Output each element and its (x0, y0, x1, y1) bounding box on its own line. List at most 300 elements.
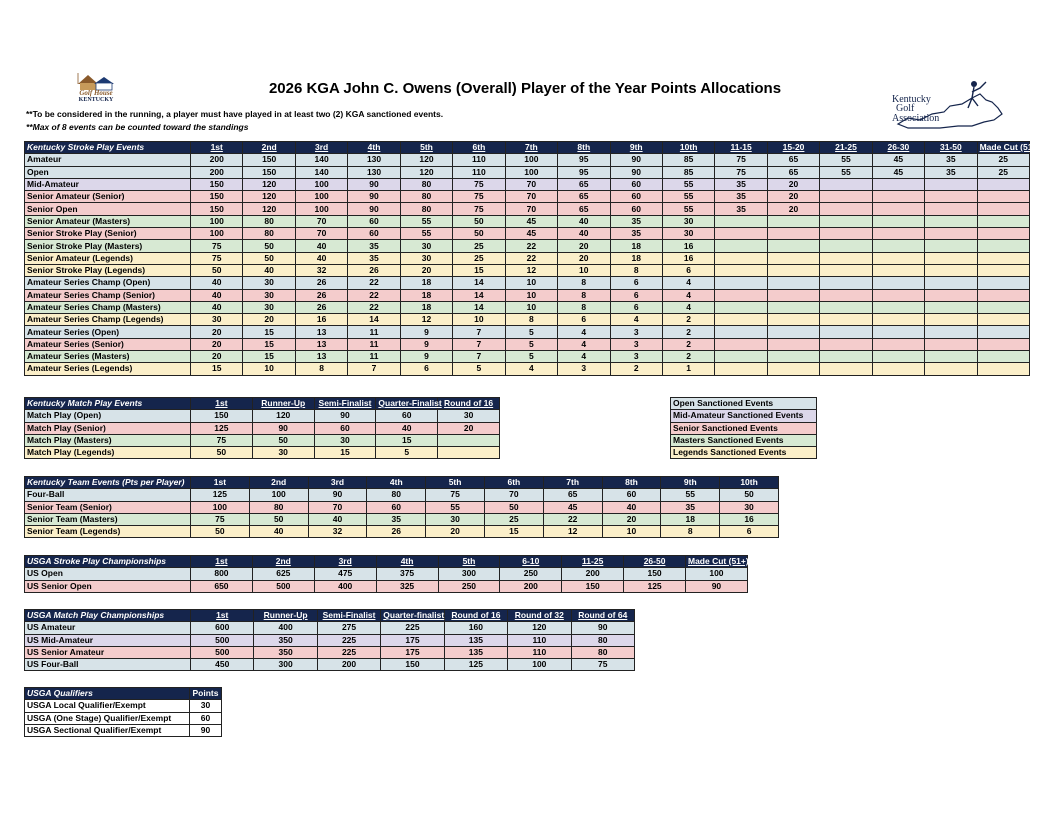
column-header: 26-30 (872, 142, 924, 154)
row-label: Senior Team (Legends) (25, 526, 191, 538)
points-cell: 15 (314, 447, 376, 459)
usga-stroke-play-table (24, 555, 748, 593)
points-cell (715, 301, 767, 313)
points-cell (715, 326, 767, 338)
column-header: 4th (376, 556, 438, 568)
points-cell: 90 (348, 203, 400, 215)
points-cell: 9 (400, 326, 452, 338)
points-cell (820, 289, 872, 301)
points-cell: 40 (558, 215, 610, 227)
points-cell (977, 215, 1029, 227)
points-cell: 90 (610, 166, 662, 178)
points-cell: 150 (562, 580, 624, 592)
points-cell: 30 (400, 240, 452, 252)
points-cell: 40 (295, 252, 347, 264)
column-header: 2nd (249, 477, 308, 489)
points-cell (715, 252, 767, 264)
points-cell: 50 (453, 228, 505, 240)
points-cell: 4 (662, 289, 714, 301)
table-title: Kentucky Match Play Events (25, 398, 191, 410)
points-cell: 12 (400, 314, 452, 326)
points-cell: 18 (400, 301, 452, 313)
points-cell (925, 338, 977, 350)
note-max-events: **Max of 8 events can be counted toward the standings (26, 122, 249, 132)
table-row (25, 178, 1030, 190)
points-cell: 6 (558, 314, 610, 326)
points-cell: 55 (820, 166, 872, 178)
points-cell: 32 (308, 526, 367, 538)
points-cell: 80 (249, 501, 308, 513)
points-cell: 125 (191, 422, 253, 434)
table-row (25, 264, 1030, 276)
row-label: Amateur Series (Masters) (25, 351, 191, 363)
points-cell: 40 (243, 264, 295, 276)
points-cell: 150 (381, 659, 444, 671)
points-cell: 40 (249, 526, 308, 538)
points-cell: 8 (558, 301, 610, 313)
column-header: Runner-Up (252, 398, 314, 410)
points-cell (715, 338, 767, 350)
points-cell: 8 (295, 363, 347, 375)
points-cell (925, 191, 977, 203)
points-cell: 16 (295, 314, 347, 326)
points-cell (872, 203, 924, 215)
points-cell: 200 (562, 568, 624, 580)
points-cell (977, 228, 1029, 240)
points-cell: 25 (977, 154, 1029, 166)
points-cell: 20 (558, 240, 610, 252)
header-row (25, 142, 1030, 154)
row-label: Mid-Amateur (25, 178, 191, 190)
table-row (25, 513, 779, 525)
points-cell (767, 338, 819, 350)
points-cell: 9 (400, 338, 452, 350)
table-row (25, 277, 1030, 289)
logo-right-line1: Kentucky (892, 94, 931, 105)
row-label: Senior Stroke Play (Masters) (25, 240, 191, 252)
table-row (25, 489, 779, 501)
points-cell: 135 (444, 646, 507, 658)
points-cell: 20 (767, 203, 819, 215)
points-cell: 250 (438, 580, 500, 592)
logo-left-line2: KENTUCKY (78, 97, 114, 103)
points-cell: 30 (191, 314, 243, 326)
points-cell: 2 (662, 338, 714, 350)
table-row (25, 422, 500, 434)
points-cell (715, 215, 767, 227)
points-cell: 55 (426, 501, 485, 513)
column-header: Points (190, 688, 222, 700)
column-header: Semi-Finalist (317, 610, 380, 622)
points-cell: 90 (610, 154, 662, 166)
points-cell: 100 (686, 568, 748, 580)
points-cell: 55 (820, 154, 872, 166)
points-cell (872, 289, 924, 301)
points-cell (925, 203, 977, 215)
points-cell: 175 (381, 646, 444, 658)
points-cell (767, 326, 819, 338)
points-cell (820, 215, 872, 227)
points-cell: 80 (400, 203, 452, 215)
points-cell: 20 (191, 351, 243, 363)
row-label: Senior Team (Senior) (25, 501, 191, 513)
column-header: 4th (367, 477, 426, 489)
table-row (25, 700, 222, 712)
points-cell: 90 (571, 622, 634, 634)
row-label: Senior Amateur (Senior) (25, 191, 191, 203)
points-cell: 8 (558, 289, 610, 301)
points-cell: 16 (720, 513, 779, 525)
points-cell: 26 (295, 277, 347, 289)
points-cell: 150 (243, 154, 295, 166)
points-cell (872, 178, 924, 190)
row-label: Four-Ball (25, 489, 191, 501)
legend-row (671, 447, 817, 459)
table-row (25, 526, 779, 538)
column-header: 6-10 (500, 556, 562, 568)
points-cell: 100 (508, 659, 571, 671)
points-cell: 100 (505, 166, 557, 178)
row-label: US Senior Open (25, 580, 191, 592)
points-cell: 7 (453, 351, 505, 363)
column-header: 3rd (295, 142, 347, 154)
points-cell: 10 (453, 314, 505, 326)
points-cell: 75 (191, 240, 243, 252)
column-header: 11-25 (562, 556, 624, 568)
points-cell: 40 (295, 240, 347, 252)
row-label: Match Play (Open) (25, 410, 191, 422)
points-cell: 4 (558, 351, 610, 363)
points-cell: 75 (571, 659, 634, 671)
points-cell: 120 (400, 166, 452, 178)
points-cell (977, 338, 1029, 350)
points-cell (820, 301, 872, 313)
points-cell: 50 (243, 252, 295, 264)
row-label: Match Play (Legends) (25, 447, 191, 459)
column-header: Made Cut (51+) (686, 556, 748, 568)
points-cell: 70 (484, 489, 543, 501)
points-cell (715, 351, 767, 363)
points-cell: 90 (348, 191, 400, 203)
points-cell: 13 (295, 351, 347, 363)
table-row (25, 326, 1030, 338)
points-cell (925, 289, 977, 301)
points-cell: 35 (715, 191, 767, 203)
points-cell (438, 447, 500, 459)
points-cell: 500 (252, 580, 314, 592)
points-cell: 135 (444, 634, 507, 646)
points-cell: 25 (977, 166, 1029, 178)
column-header: 31-50 (925, 142, 977, 154)
points-cell: 50 (720, 489, 779, 501)
table-row (25, 580, 748, 592)
column-header: 2nd (243, 142, 295, 154)
points-cell: 90 (348, 178, 400, 190)
points-cell: 60 (348, 215, 400, 227)
logo-right-line3: Association (892, 113, 940, 124)
column-header: Semi-Finalist (314, 398, 376, 410)
table-row (25, 622, 635, 634)
points-cell: 200 (191, 154, 243, 166)
points-cell: 2 (662, 351, 714, 363)
points-cell: 90 (252, 422, 314, 434)
points-cell: 55 (662, 191, 714, 203)
points-cell: 14 (453, 301, 505, 313)
team-events-table (24, 476, 779, 538)
points-cell: 16 (662, 252, 714, 264)
points-cell: 20 (191, 326, 243, 338)
points-cell (872, 252, 924, 264)
points-cell: 300 (254, 659, 317, 671)
points-cell: 30 (662, 228, 714, 240)
points-cell: 50 (191, 447, 253, 459)
points-cell: 26 (295, 289, 347, 301)
points-cell: 75 (715, 154, 767, 166)
row-label: Amateur Series (Legends) (25, 363, 191, 375)
header-row (25, 477, 779, 489)
points-cell (925, 252, 977, 264)
kentucky-golf-association-logo (888, 78, 1012, 132)
points-cell: 2 (662, 314, 714, 326)
table-row (25, 154, 1030, 166)
points-cell: 10 (558, 264, 610, 276)
points-cell (977, 277, 1029, 289)
table-row (25, 659, 635, 671)
points-cell (977, 203, 1029, 215)
points-cell: 25 (453, 252, 505, 264)
table-row (25, 568, 748, 580)
points-cell: 15 (243, 326, 295, 338)
table-title: Kentucky Stroke Play Events (25, 142, 191, 154)
points-cell: 18 (661, 513, 720, 525)
points-cell: 40 (191, 277, 243, 289)
points-cell: 3 (610, 338, 662, 350)
points-cell: 5 (376, 447, 438, 459)
points-cell: 30 (662, 215, 714, 227)
points-cell: 22 (505, 252, 557, 264)
column-header: 15-20 (767, 142, 819, 154)
points-cell: 60 (602, 489, 661, 501)
points-cell: 4 (505, 363, 557, 375)
points-cell: 350 (254, 634, 317, 646)
points-cell: 175 (381, 634, 444, 646)
points-cell: 120 (243, 191, 295, 203)
points-cell (872, 240, 924, 252)
note-min-events: **To be considered in the running, a player must have played in at least two (2) KGA sanctioned events. (26, 109, 444, 119)
points-cell: 120 (243, 178, 295, 190)
points-cell: 100 (191, 228, 243, 240)
points-cell: 30 (243, 277, 295, 289)
column-header: 26-50 (624, 556, 686, 568)
points-cell: 20 (602, 513, 661, 525)
points-cell: 3 (610, 326, 662, 338)
points-cell: 40 (558, 228, 610, 240)
points-cell: 3 (610, 351, 662, 363)
points-cell: 65 (767, 154, 819, 166)
points-cell: 35 (925, 154, 977, 166)
table-row (25, 712, 222, 724)
points-cell: 475 (314, 568, 376, 580)
points-cell (820, 351, 872, 363)
points-cell: 60 (610, 178, 662, 190)
points-cell: 40 (191, 289, 243, 301)
points-cell (820, 240, 872, 252)
points-cell: 95 (558, 166, 610, 178)
points-cell: 120 (252, 410, 314, 422)
points-cell (820, 277, 872, 289)
points-cell: 400 (254, 622, 317, 634)
points-cell (925, 326, 977, 338)
points-cell (820, 191, 872, 203)
points-cell (872, 191, 924, 203)
points-cell: 5 (505, 351, 557, 363)
column-header: Made Cut (51+) (977, 142, 1029, 154)
points-cell: 65 (543, 489, 602, 501)
column-header: Quarter-Finalist (376, 398, 438, 410)
points-cell (977, 301, 1029, 313)
points-cell: 150 (624, 568, 686, 580)
points-cell: 120 (243, 203, 295, 215)
row-label: USGA Local Qualifier/Exempt (25, 700, 190, 712)
table-row (25, 166, 1030, 178)
points-cell: 6 (662, 264, 714, 276)
legend-entry: Legends Sanctioned Events (671, 447, 817, 459)
points-cell: 9 (400, 351, 452, 363)
points-cell: 120 (400, 154, 452, 166)
points-cell: 26 (348, 264, 400, 276)
points-cell: 15 (243, 351, 295, 363)
stroke-play-table (24, 141, 1041, 376)
column-header: 10th (720, 477, 779, 489)
points-cell (767, 252, 819, 264)
points-cell: 60 (348, 228, 400, 240)
points-cell (872, 363, 924, 375)
points-cell (767, 351, 819, 363)
table-row (25, 289, 1030, 301)
points-cell (715, 314, 767, 326)
points-cell: 125 (191, 489, 250, 501)
points-cell (715, 289, 767, 301)
points-cell: 4 (662, 301, 714, 313)
usga-match-play-table (24, 609, 635, 671)
points-cell: 5 (453, 363, 505, 375)
points-cell: 6 (610, 289, 662, 301)
points-cell: 250 (500, 568, 562, 580)
legend-entry: Open Sanctioned Events (671, 398, 817, 410)
points-cell: 200 (317, 659, 380, 671)
column-header: 5th (426, 477, 485, 489)
points-cell: 45 (872, 166, 924, 178)
points-cell: 100 (249, 489, 308, 501)
points-cell (767, 228, 819, 240)
points-cell: 40 (191, 301, 243, 313)
table-row (25, 228, 1030, 240)
points-cell: 65 (767, 166, 819, 178)
points-cell: 85 (662, 154, 714, 166)
points-cell: 11 (348, 351, 400, 363)
row-label: Match Play (Masters) (25, 434, 191, 446)
points-cell: 350 (254, 646, 317, 658)
points-cell: 70 (295, 228, 347, 240)
points-cell: 15 (191, 363, 243, 375)
points-cell: 40 (376, 422, 438, 434)
points-cell: 8 (558, 277, 610, 289)
points-cell: 150 (243, 166, 295, 178)
points-cell: 22 (543, 513, 602, 525)
table-row (25, 634, 635, 646)
table-row (25, 215, 1030, 227)
points-cell: 60 (367, 501, 426, 513)
column-header: 6th (453, 142, 505, 154)
points-cell (872, 215, 924, 227)
row-label: Amateur Series Champ (Senior) (25, 289, 191, 301)
column-header: 1st (191, 610, 254, 622)
points-cell (872, 228, 924, 240)
points-cell: 100 (295, 191, 347, 203)
column-header: 9th (610, 142, 662, 154)
points-cell (977, 363, 1029, 375)
row-label: US Senior Amateur (25, 646, 191, 658)
points-cell: 30 (243, 289, 295, 301)
points-cell (925, 240, 977, 252)
column-header: 3rd (314, 556, 376, 568)
row-label: Senior Open (25, 203, 191, 215)
points-cell: 10 (243, 363, 295, 375)
column-header: 5th (438, 556, 500, 568)
points-cell (438, 434, 500, 446)
points-cell (872, 264, 924, 276)
points-cell: 18 (610, 252, 662, 264)
points-cell: 30 (438, 410, 500, 422)
row-label: Senior Amateur (Masters) (25, 215, 191, 227)
column-header: Quarter-finalist (381, 610, 444, 622)
points-cell: 150 (191, 191, 243, 203)
points-cell: 30 (426, 513, 485, 525)
points-cell: 65 (558, 178, 610, 190)
points-cell: 30 (190, 700, 222, 712)
points-cell: 30 (252, 447, 314, 459)
points-cell: 14 (348, 314, 400, 326)
table-row (25, 203, 1030, 215)
points-cell: 55 (662, 203, 714, 215)
points-cell: 4 (610, 314, 662, 326)
points-cell (872, 326, 924, 338)
points-cell: 150 (191, 203, 243, 215)
points-cell: 50 (191, 264, 243, 276)
points-cell: 30 (400, 252, 452, 264)
column-header: 8th (602, 477, 661, 489)
header-row (25, 688, 222, 700)
points-cell: 75 (453, 191, 505, 203)
points-cell: 85 (662, 166, 714, 178)
points-cell: 5 (505, 326, 557, 338)
points-cell: 55 (400, 215, 452, 227)
points-cell: 70 (308, 501, 367, 513)
points-cell: 22 (348, 289, 400, 301)
points-cell: 22 (348, 277, 400, 289)
points-cell (872, 277, 924, 289)
table-row (25, 240, 1030, 252)
column-header: 21-25 (820, 142, 872, 154)
points-cell (925, 301, 977, 313)
points-cell: 30 (720, 501, 779, 513)
points-cell (715, 264, 767, 276)
logo-left-line1: Golf House (79, 89, 113, 97)
table-title: USGA Stroke Play Championships (25, 556, 191, 568)
points-cell (820, 178, 872, 190)
points-cell: 3 (558, 363, 610, 375)
column-header: Runner-Up (254, 610, 317, 622)
